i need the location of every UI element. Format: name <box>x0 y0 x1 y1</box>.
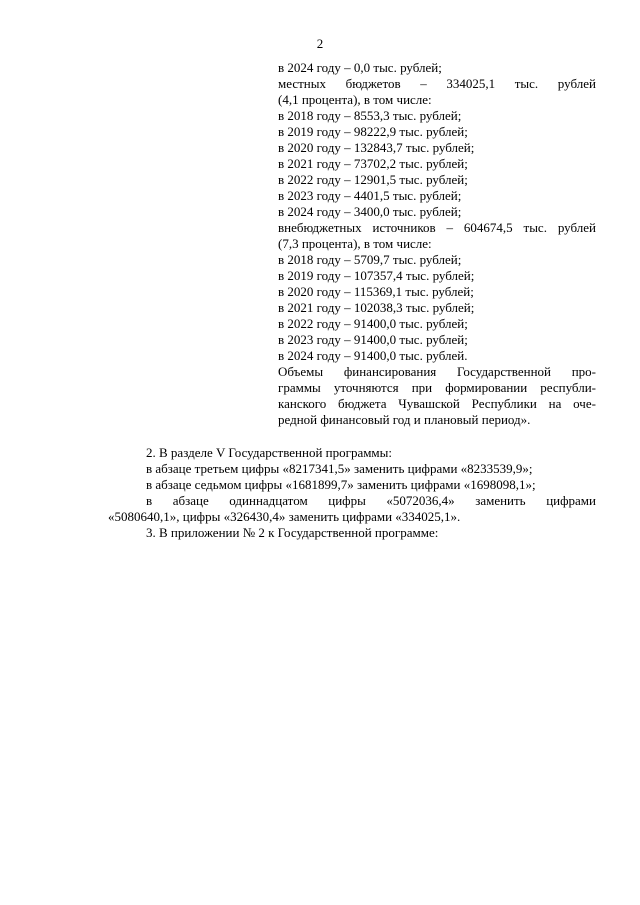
volumes-line-3 <box>278 396 596 412</box>
text-line: в 2021 году – 102038,3 тыс. рублей; <box>278 300 475 315</box>
word: Государственной <box>456 364 551 379</box>
word: местных <box>278 76 326 91</box>
volumes-line-4: редной финансовый год и плановый период». <box>278 412 531 427</box>
word: бюджета <box>338 396 387 411</box>
item-2-para-11-continuation: «5080640,1», цифры «326430,4» заменить цифрами «334025,1». <box>108 509 461 524</box>
word: рублей <box>557 76 596 91</box>
item-2-title: 2. В разделе V Государственной программы: <box>146 445 393 460</box>
text-line: в 2023 году – 91400,0 тыс. рублей; <box>278 332 468 347</box>
word: внебюджетных <box>278 220 362 235</box>
word: заменить <box>475 493 526 508</box>
word: Объемы <box>278 364 324 379</box>
local-budgets-line <box>278 76 596 92</box>
word: – <box>446 220 454 235</box>
word: в <box>146 493 153 508</box>
word: про- <box>571 364 596 379</box>
text-line: в 2019 году – 107357,4 тыс. рублей; <box>278 268 475 283</box>
word: бюджетов <box>345 76 401 91</box>
text-line: в 2018 году – 5709,7 тыс. рублей; <box>278 252 462 267</box>
text-line: в 2020 году – 132843,7 тыс. рублей; <box>278 140 475 155</box>
text-line: в 2018 году – 8553,3 тыс. рублей; <box>278 108 462 123</box>
word: абзаце <box>172 493 209 508</box>
text-line: в 2021 году – 73702,2 тыс. рублей; <box>278 156 468 171</box>
text-line: в 2024 году – 91400,0 тыс. рублей. <box>278 348 468 363</box>
text-line: в 2022 году – 91400,0 тыс. рублей; <box>278 316 468 331</box>
word: тыс. <box>514 76 539 91</box>
text-line: в 2024 году – 3400,0 тыс. рублей; <box>278 204 462 219</box>
text-line: в 2019 году – 98222,9 тыс. рублей; <box>278 124 468 139</box>
word: 604674,5 <box>463 220 513 235</box>
item-2-para-7: в абзаце седьмом цифры «1681899,7» заменить цифрами «1698098,1»; <box>146 477 536 492</box>
text-line: в 2024 году – 0,0 тыс. рублей; <box>278 60 442 75</box>
text-line: в 2022 году – 12901,5 тыс. рублей; <box>278 172 468 187</box>
word: одиннадцатом <box>229 493 308 508</box>
word: республи- <box>540 380 596 395</box>
word: при <box>411 380 433 395</box>
word: «5072036,4» <box>386 493 455 508</box>
word: цифрами <box>546 493 596 508</box>
word: финансирования <box>343 364 437 379</box>
word: источников <box>372 220 436 235</box>
word: на <box>548 396 562 411</box>
volumes-line-2 <box>278 380 596 396</box>
word: – <box>420 76 427 91</box>
text-line: (4,1 процента), в том числе: <box>278 92 432 107</box>
item-2-para-3: в абзаце третьем цифры «8217341,5» заменить цифрами «8233539,9»; <box>146 461 533 476</box>
word: уточняются <box>333 380 399 395</box>
word: оче- <box>573 396 596 411</box>
volumes-line-1 <box>278 364 596 380</box>
extrabudget-line <box>278 220 596 236</box>
word: Чувашской <box>398 396 460 411</box>
word: граммы <box>278 380 321 395</box>
word: тыс. <box>523 220 547 235</box>
word: 334025,1 <box>446 76 496 91</box>
word: формировании <box>445 380 528 395</box>
financing-column <box>278 60 596 428</box>
text-line: в 2020 году – 115369,1 тыс. рублей; <box>278 284 474 299</box>
page-number: 2 <box>316 36 324 51</box>
word: канского <box>278 396 327 411</box>
amendments-body <box>108 445 596 541</box>
text-line: в 2023 году – 4401,5 тыс. рублей; <box>278 188 462 203</box>
word: цифры <box>328 493 366 508</box>
item-2-para-11 <box>108 493 596 509</box>
word: Республики <box>471 396 537 411</box>
item-3-title: 3. В приложении № 2 к Государственной программе: <box>146 525 439 540</box>
text-line: (7,3 процента), в том числе: <box>278 236 432 251</box>
word: рублей <box>557 220 596 235</box>
